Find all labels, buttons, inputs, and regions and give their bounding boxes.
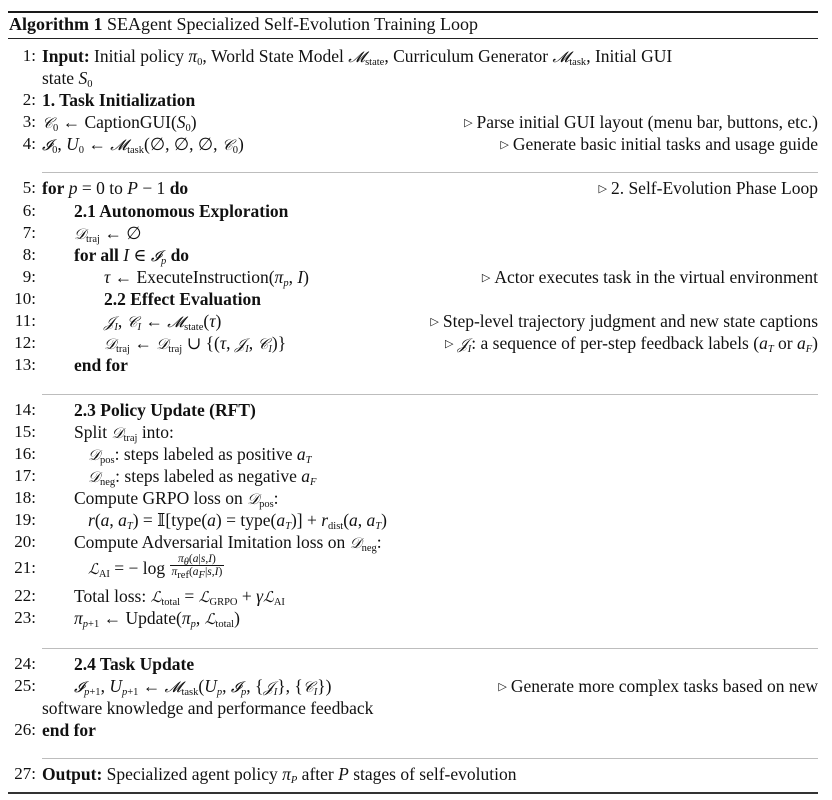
- comment-triangle-icon: ▷: [481, 272, 491, 284]
- comment-triangle-icon: ▷: [498, 681, 507, 693]
- fraction: $\frac{\pi_\theta(a|s,I)}{\pi_{ref}(a_F|s,I)}$: [171, 553, 223, 582]
- comment-triangle-icon: ▷: [598, 183, 607, 195]
- section-heading: 2.3 Policy Update (RFT): [74, 400, 256, 420]
- algorithm-title: SEAgent Specialized Self-Evolution Training Loop: [107, 14, 478, 34]
- algo-line-10: 10: 2.2 Effect Evaluation: [14, 289, 262, 309]
- section-heading: 1. Task Initialization: [42, 90, 196, 110]
- section-separator: [42, 172, 818, 173]
- algo-line-24: 24: 2.4 Task Update: [14, 654, 195, 674]
- algorithm-label: Algorithm 1: [9, 14, 103, 34]
- comment-triangle-icon: ▷: [430, 316, 439, 328]
- comment: ▷ Step-level trajectory judgment and new state captions: [430, 311, 818, 331]
- line-body: Input: Initial policy $\pi_0$, World State Model 𝓜$_{state}$, Curriculum Generator 𝓜$_{task}$, Initial GUI: [42, 46, 673, 68]
- algo-line-1-cont: state $S_0$: [42, 68, 93, 90]
- comment-triangle-icon: ▷: [464, 117, 473, 129]
- comment: ▷ 2. Self-Evolution Phase Loop: [598, 178, 818, 198]
- bottom-rule: [8, 792, 818, 794]
- comment: ▷ 𝒥$_I$: a sequence of per-step feedback labels ($a_T$ or $a_F$): [444, 333, 818, 355]
- algo-line-13: 13: end for: [14, 355, 128, 375]
- caption-rule: [8, 38, 818, 39]
- algo-line-27: 27: Output: Specialized agent policy $\pi_P$ after P stages of self-evolution: [14, 764, 517, 786]
- algo-line-25-cont: software knowledge and performance feedback: [42, 698, 374, 718]
- top-rule: [8, 11, 818, 13]
- algo-line-15: 15: Split 𝒟$_{traj}$ into:: [14, 422, 174, 444]
- algorithm-caption: [9, 14, 478, 35]
- algo-line-20: 20: Compute Adversarial Imitation loss on 𝒟$_{neg}$:: [14, 532, 382, 554]
- algo-line-17: 17: 𝒟$_{neg}$: steps labeled as negative $a_F$: [14, 466, 317, 488]
- section-separator: [42, 394, 818, 395]
- algo-line-23: 23: $\pi_{p+1}$ ← $Update(\pi_p$, ℒ$_{total}$): [14, 608, 240, 630]
- algo-line-2: 2: 1. Task Initialization: [22, 90, 196, 110]
- section-separator: [42, 648, 818, 649]
- algo-line-14: 14: 2.3 Policy Update (RFT): [14, 400, 256, 420]
- section-heading: 2.4 Task Update: [74, 654, 195, 674]
- algo-line-8: 8: for all I ∈ 𝓘$_p$ do: [22, 245, 190, 267]
- algo-line-11: 11: 𝒥$_I$, 𝒞$_I$ ← 𝓜$_{state}$(τ) ▷ Step-level trajectory judgment and new state captions: [14, 311, 818, 333]
- section-separator: [42, 758, 818, 759]
- algo-line-1: [0, 46, 818, 68]
- section-heading: 2.1 Autonomous Exploration: [74, 201, 289, 221]
- comment-triangle-icon: ▷: [444, 338, 454, 350]
- comment: ▷ Actor executes task in the virtual environment: [481, 267, 818, 287]
- line-number: 1:: [22, 46, 36, 65]
- algo-line-19: 19: r(a, $a_T$) = 𝕀[type(a) = $type(a_T)] + r_{dist}(a$, $a_T$): [14, 510, 387, 532]
- algo-line-16: 16: 𝒟$_{pos}$: steps labeled as positive $a_T$: [14, 444, 312, 466]
- comment-triangle-icon: ▷: [500, 139, 509, 151]
- algo-line-25: 25: 𝓘$_{p+1}$, $U_{p+1}$ ← $𝓜_{task}(U_p$, 𝓘$_p$, {𝒥$_I$}, {𝒞$_I$}) ▷ Generate more complex tasks based on new: [14, 676, 818, 698]
- algo-line-6: 6: 2.1 Autonomous Exploration: [22, 201, 289, 221]
- comment: ▷ Generate more complex tasks based on new: [498, 676, 818, 696]
- algo-line-3: 3: 𝒞$_0$ ← $CaptionGUI(S_0)$ ▷ Parse initial GUI layout (menu bar, buttons, etc.): [22, 112, 818, 134]
- algo-line-18: 18: Compute GRPO loss on 𝒟$_{pos}$:: [14, 488, 279, 510]
- section-heading: 2.2 Effect Evaluation: [104, 289, 262, 309]
- algo-line-5: 5: for p = 0 to P − 1 do ▷ 2. Self-Evolution Phase Loop: [22, 178, 818, 198]
- algo-line-4: 4: 𝓘$_0$, $U_0$ ← 𝓜$_{task}$(∅, ∅, ∅, 𝒞$_0$) ▷ Generate basic initial tasks and usage guide: [22, 134, 818, 156]
- comment: ▷ Parse initial GUI layout (menu bar, buttons, etc.): [464, 112, 818, 132]
- algo-line-9: 9: τ ← $ExecuteInstruction(\pi_p$, I) ▷ Actor executes task in the virtual environment: [22, 267, 818, 289]
- algo-line-21: 21: ℒ$_{AI}$ = − log $\frac{\pi_\theta(a|s,I)}{\pi_{ref}(a_F|s,I)}$: [14, 553, 223, 582]
- algo-line-22: 22: Total loss: ℒ$_{total}$ = ℒ$_{GRPO}$ + γℒ$_{AI}$: [14, 586, 285, 608]
- algo-line-26: 26: end for: [14, 720, 96, 740]
- algo-line-12: 12: 𝒟$_{traj}$ ← 𝒟$_{traj}$ ∪ {(τ, 𝒥$_I$, 𝒞$_I$)} ▷ 𝒥$_I$: a sequence of per-step feedback labels ($a_T$ or $a_F$): [14, 333, 818, 355]
- comment: ▷ Generate basic initial tasks and usage guide: [500, 134, 818, 154]
- algo-line-7: 7: 𝒟$_{traj}$ ← ∅: [22, 223, 142, 245]
